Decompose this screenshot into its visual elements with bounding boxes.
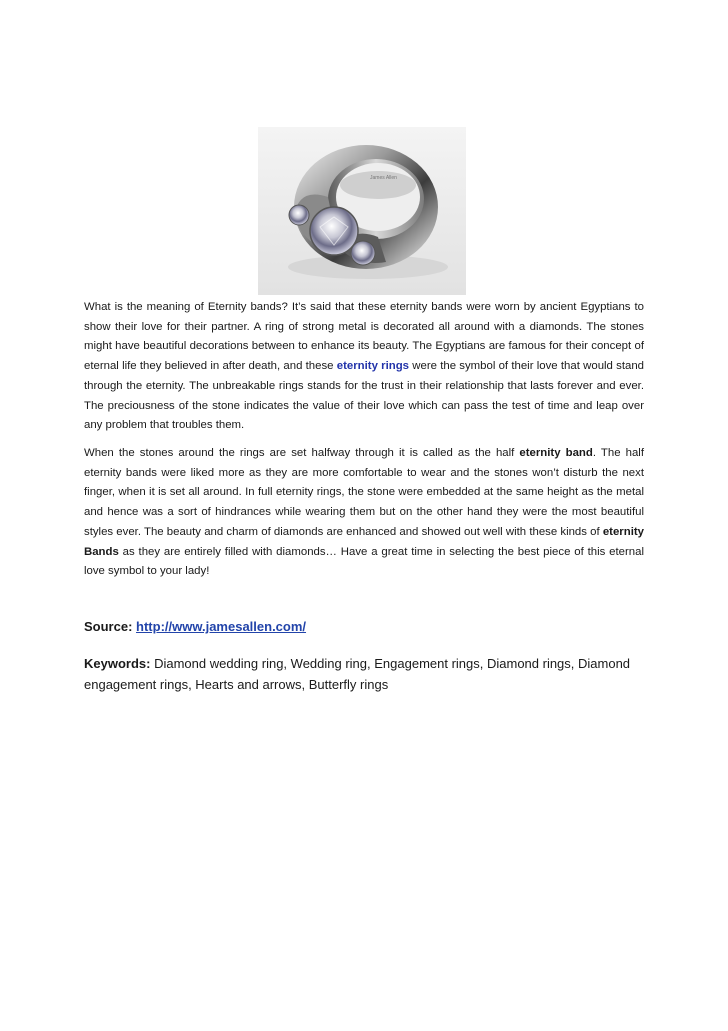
paragraph-2-text-before: When the stones around the rings are set halfway through it is called as the half: [84, 447, 520, 459]
ring-photo: [258, 127, 466, 295]
paragraph-1-text-before: What is the meaning of Eternity bands? It’s said that these eternity bands were worn by ancient Egyptians to show their love for their partner. A ring of strong metal is decorated all around with a diamonds. The stones might have beautiful decorations between to enhance its beauty. The Egyptians are famous for their concept of eternal life they believed in after death, and these: [84, 301, 644, 373]
keywords-line: [84, 653, 644, 695]
paragraph-1-text-after: were the symbol of their love that would stand through the eternity. The unbreakable rings stands for the trust in their relationship that lasts forever and ever. The preciousness of the stone indicates the value of their love which can pass the test of time and leap over any problem that troubles them.: [84, 360, 645, 432]
source-link[interactable]: http://www.jamesallen.com/: [136, 619, 307, 634]
paragraph-2: [84, 444, 644, 582]
keywords-text: Diamond wedding ring, Wedding ring, Engagement rings, Diamond rings, Diamond engagement rings, Hearts and arrows, Butterfly rings: [84, 656, 631, 692]
eternity-band-bold: eternity band: [519, 447, 593, 459]
paragraph-1: [84, 298, 644, 436]
paragraph-2-text-after: as they are entirely filled with diamonds… Have a great time in selecting the best piece of this eternal love symbol to your lady!: [84, 545, 644, 578]
eternity-rings-link[interactable]: eternity rings: [336, 360, 410, 373]
ring-icon: [258, 127, 466, 295]
eternity-bands-bold: eternity Bands: [84, 525, 644, 558]
watermark-text: James Allen: [370, 175, 397, 181]
source-line: [84, 619, 306, 634]
paragraph-2-text-middle: . The half eternity bands were liked more as they are more comfortable to wear and the stones won’t disturb the next finger, when it is set all around. In full eternity rings, the stone were embedded at the same height as the metal and hence was a sort of hindrances while wearing them but on the other hand they were the most beautiful styles ever. The beauty and charm of diamonds are enhanced and showed out well with these kinds of: [84, 447, 644, 538]
keywords-label: Keywords:: [84, 656, 151, 671]
source-label: Source:: [84, 619, 133, 634]
